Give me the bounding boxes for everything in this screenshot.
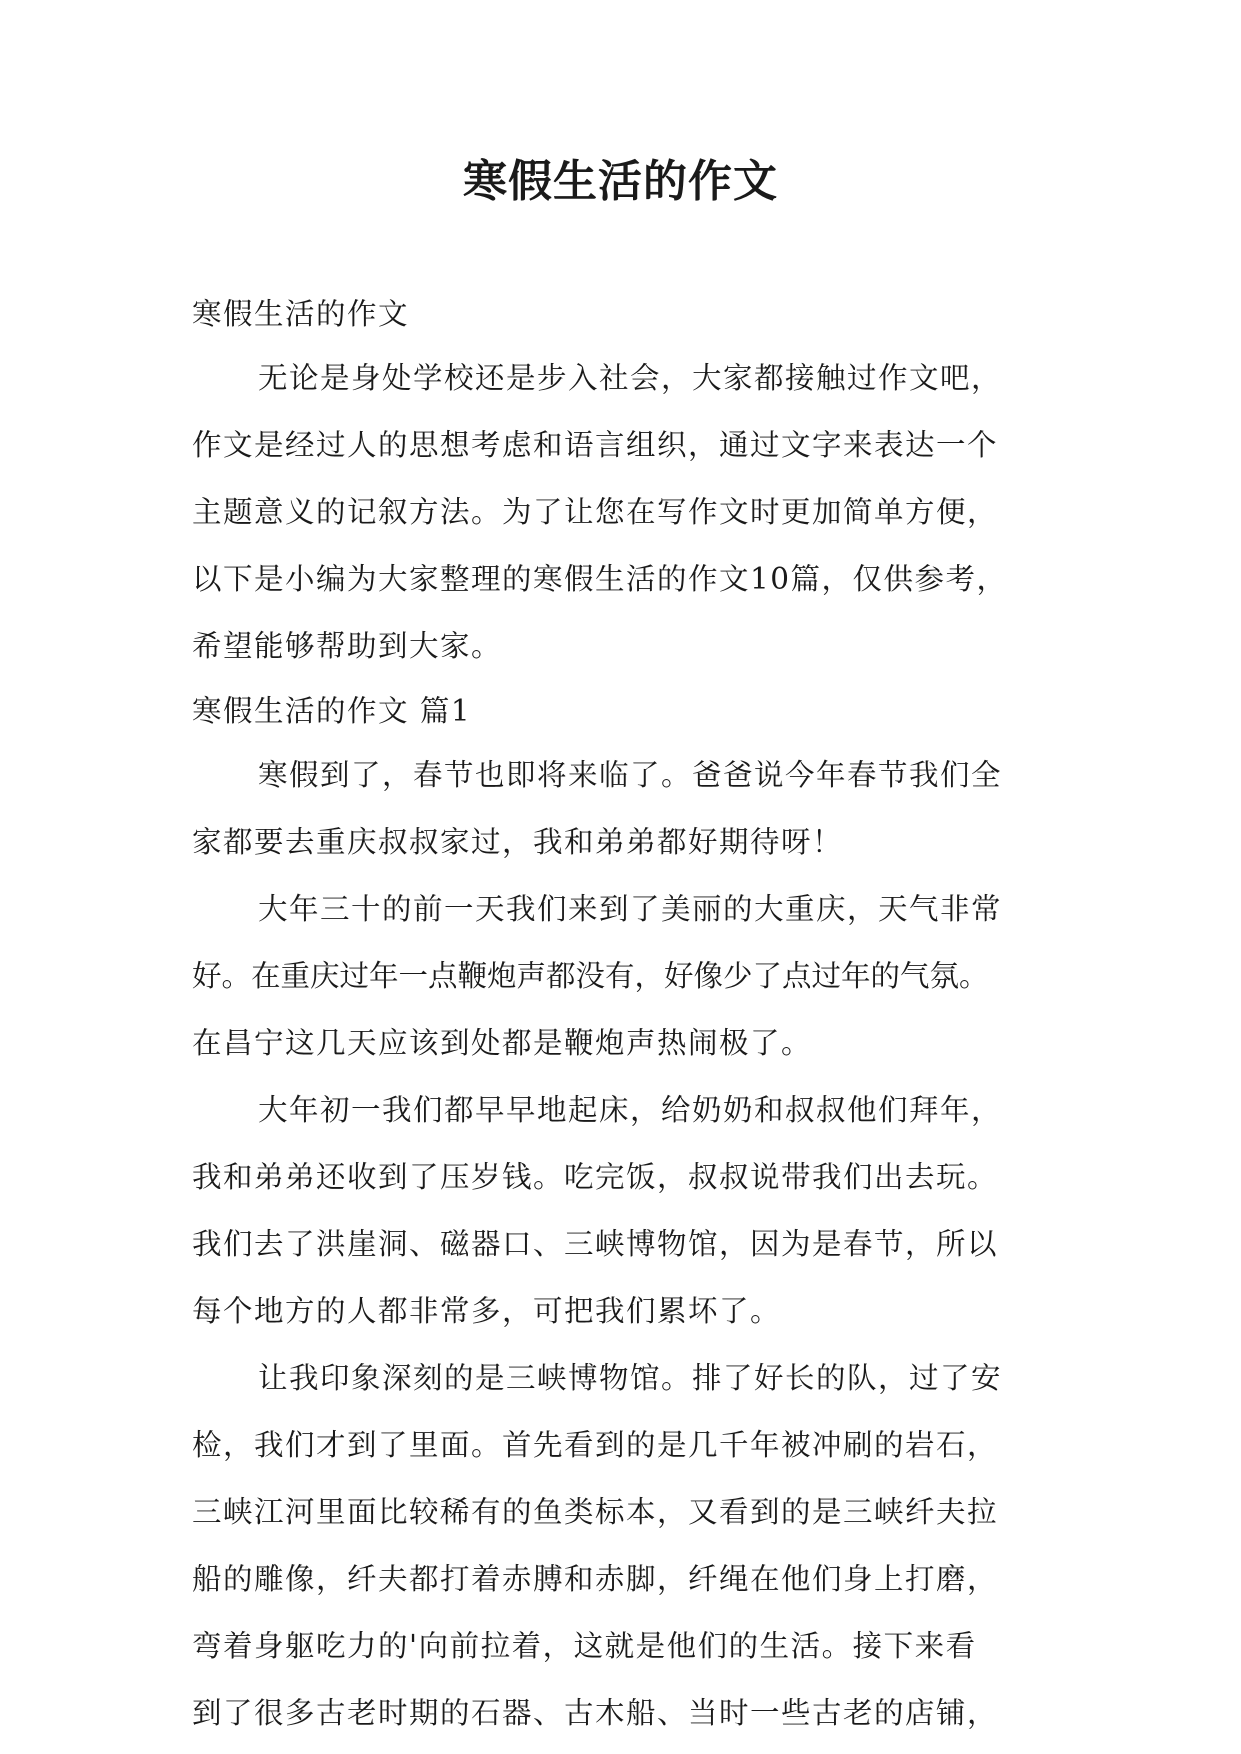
- paragraph-line: 无论是身处学校还是步入社会，大家都接触过作文吧，: [258, 361, 1003, 395]
- paragraph-line: 我和弟弟还收到了压岁钱。吃完饭，叔叔说带我们出去玩。: [192, 1160, 999, 1194]
- paragraph-line: 到了很多古老时期的石器、古木船、当时一些古老的店铺，: [192, 1696, 999, 1730]
- paragraph-line: 每个地方的人都非常多，可把我们累坏了。: [192, 1294, 782, 1328]
- paragraph-line: 大年三十的前一天我们来到了美丽的大重庆，天气非常: [258, 892, 1003, 926]
- paragraph-line: 三峡江河里面比较稀有的鱼类标本，又看到的是三峡纤夫拉: [192, 1495, 999, 1529]
- paragraph-line: 检，我们才到了里面。首先看到的是几千年被冲刷的岩石，: [192, 1428, 999, 1462]
- paragraph-line: 家都要去重庆叔叔家过，我和弟弟都好期待呀！: [192, 825, 844, 859]
- section-heading: 寒假生活的作文: [192, 297, 410, 331]
- section-heading: 寒假生活的作文 篇1: [192, 694, 472, 728]
- paragraph-line: 在昌宁这几天应该到处都是鞭炮声热闹极了。: [192, 1026, 813, 1060]
- paragraph-line: 好。在重庆过年一点鞭炮声都没有，好像少了点过年的气氛。: [192, 959, 989, 993]
- paragraph-line: 弯着身躯吃力的'向前拉着，这就是他们的生活。接下来看: [192, 1629, 977, 1663]
- paragraph-line: 我们去了洪崖洞、磁器口、三峡博物馆，因为是春节，所以: [192, 1227, 999, 1261]
- paragraph-line: 让我印象深刻的是三峡博物馆。排了好长的队，过了安: [258, 1361, 1003, 1395]
- paragraph-line: 寒假到了，春节也即将来临了。爸爸说今年春节我们全: [258, 758, 1003, 792]
- paragraph-line: 作文是经过人的思想考虑和语言组织，通过文字来表达一个: [192, 428, 999, 462]
- paragraph-line: 希望能够帮助到大家。: [192, 629, 503, 663]
- paragraph-line: 以下是小编为大家整理的寒假生活的作文10篇，仅供参考，: [192, 562, 1008, 596]
- paragraph-line: 大年初一我们都早早地起床，给奶奶和叔叔他们拜年，: [258, 1093, 1003, 1127]
- paragraph-line: 船的雕像，纤夫都打着赤膊和赤脚，纤绳在他们身上打磨，: [192, 1562, 999, 1596]
- document-title: 寒假生活的作文: [463, 156, 778, 207]
- document-body: [192, 283, 1054, 1747]
- paragraph-line: 主题意义的记叙方法。为了让您在写作文时更加简单方便，: [192, 495, 999, 529]
